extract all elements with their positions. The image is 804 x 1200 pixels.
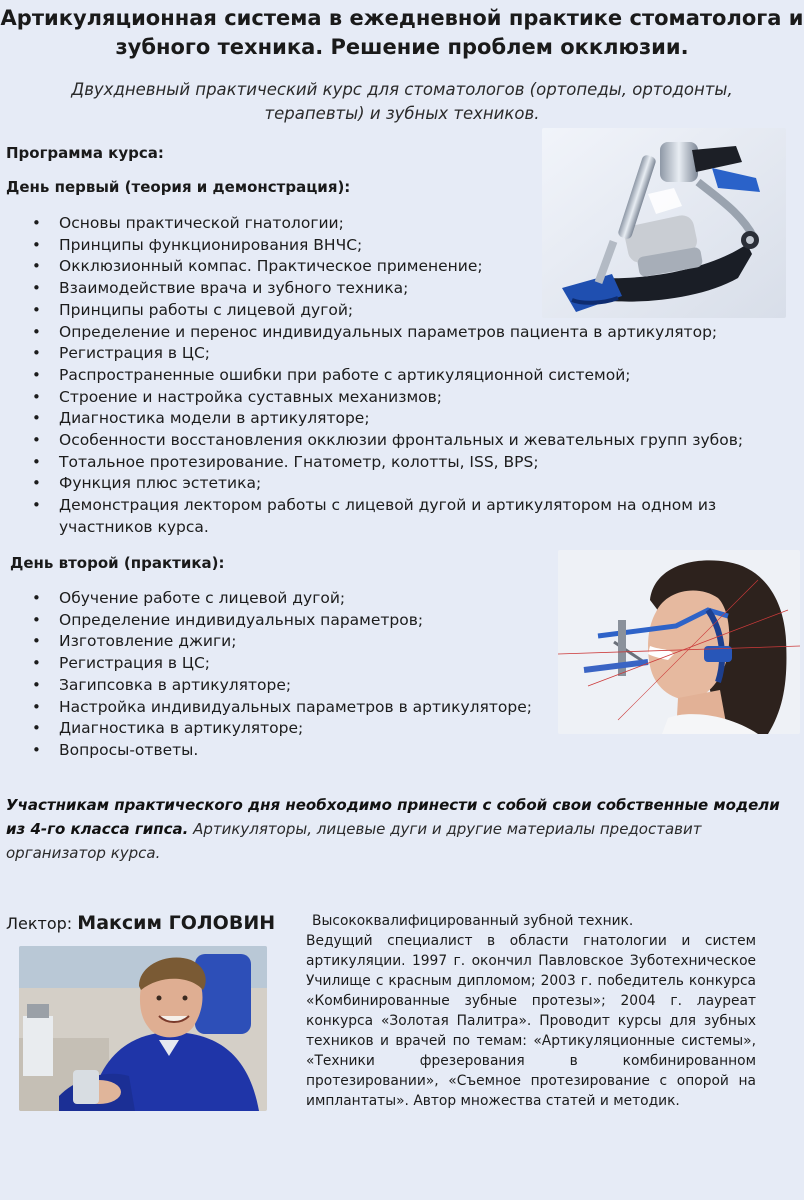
day1-item: • Строение и настройка суставных механизмов;: [32, 387, 772, 409]
page-title: Артикуляционная система в ежедневной практике стоматолога и зубного техника. Решение проблем окклюзии.: [0, 6, 804, 59]
day1-item: • Демонстрация лектором работы с лицевой дугой и артикулятором на одном из участников курса.: [32, 495, 719, 538]
course-subtitle: Двухдневный практический курс для стоматологов (ортопеды, ортодонты, терапевты) и зубных техников.: [71, 80, 733, 123]
program-heading: Программа курса:: [6, 144, 164, 162]
day1-item: • Принципы работы с лицевой дугой;: [32, 300, 772, 322]
day1-item: • Диагностика модели в артикуляторе;: [32, 408, 772, 430]
day1-item: • Функция плюс эстетика;: [32, 473, 772, 495]
participants-note: [6, 793, 796, 865]
day1-item: • Определение и перенос индивидуальных параметров пациента в артикулятор;: [32, 322, 772, 344]
day1-item: • Тотальное протезирование. Гнатометр, колотты, ISS, BPS;: [32, 452, 772, 474]
day1-item: • Принципы функционирования ВНЧС;: [32, 235, 772, 257]
day2-item: • Загипсовка в артикуляторе;: [32, 675, 552, 697]
note-bold: Участникам практического дня необходимо принести с собой свои собственные модели из 4-го класса гипса.: [6, 796, 780, 838]
day1-heading: День первый (теория и демонстрация):: [6, 178, 351, 196]
bio-first-line: Высококвалифицированный зубной техник.: [312, 913, 634, 929]
day2-heading: День второй (практика):: [10, 554, 225, 572]
lecturer-label: Лектор:: [6, 914, 73, 933]
day2-item: • Настройка индивидуальных параметров в артикуляторе;: [32, 697, 552, 719]
day2-item: • Определение индивидуальных параметров;: [32, 610, 552, 632]
bio-text: Ведущий специалист в области гнатологии и систем артикуляции. 1997 г. окончил Павловское Зуботехническое Училище с красным дипломом; 2003 г. победитель конкурса «Комбинированные зубные протезы»; 2004 г. лауреат конкурса «Золотая Палитра». Проводит курсы для зубных техников и врачей по темам: «Артикуляционные системы», «Техники фрезерования в комбинированном протезировании», «Съемное протезирование с опорой на имплантаты». Автор множества статей и методик.: [306, 933, 756, 1109]
lecturer-bio: [306, 911, 756, 1111]
lecturer-portrait-photo: [19, 946, 267, 1111]
day1-item: • Распространенные ошибки при работе с артикуляционной системой;: [32, 365, 772, 387]
day2-item: • Обучение работе с лицевой дугой;: [32, 588, 552, 610]
facebow-illustration: [558, 550, 800, 734]
day2-item: • Регистрация в ЦС;: [32, 653, 552, 675]
note-text: Артикуляторы, лицевые дуги и другие материалы предоставит организатор курса.: [6, 820, 702, 862]
day1-item: • Основы практической гнатологии;: [32, 213, 772, 235]
lecturer-name: Максим ГОЛОВИН: [77, 912, 276, 934]
lecturer-illustration: [19, 946, 267, 1111]
day1-item: • Взаимодействие врача и зубного техника;: [32, 278, 772, 300]
day1-item: • Особенности восстановления окклюзии фронтальных и жевательных групп зубов;: [32, 430, 772, 452]
day1-item: • Окклюзионный компас. Практическое применение;: [32, 256, 772, 278]
day2-list: [32, 588, 552, 762]
day1-list: [32, 213, 772, 539]
day2-item: • Изготовление джиги;: [32, 631, 552, 653]
day1-item: • Регистрация в ЦС;: [32, 343, 772, 365]
woman-with-facebow-photo: [558, 550, 800, 734]
day2-item: • Вопросы-ответы.: [32, 740, 552, 762]
lecturer-heading: [6, 911, 275, 936]
day2-item: • Диагностика в артикуляторе;: [32, 718, 552, 740]
